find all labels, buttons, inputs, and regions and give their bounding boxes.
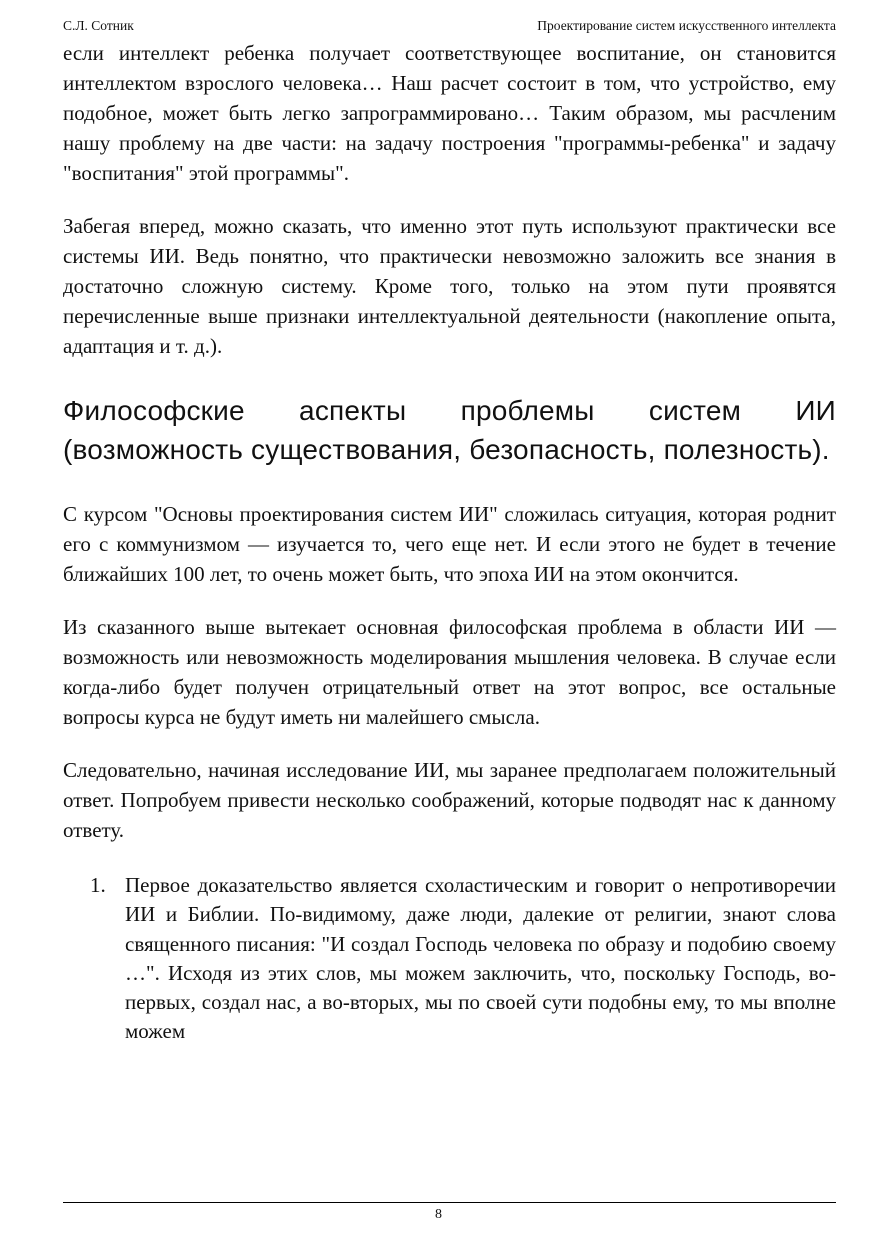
paragraph-course-situation: С курсом "Основы проектирования систем ИИ" сложилась ситуация, которая роднит его с коммунизмом — изучается то, чего еще нет. И если этого не будет в течение ближайших 100 лет, то очень может быть, что эпоха ИИ на этом окончится.	[63, 502, 836, 586]
list-item-number: 1.	[90, 873, 106, 897]
paragraph-ai-systems-path: Забегая вперед, можно сказать, что именно этот путь используют практически все системы ИИ. Ведь понятно, что практически невозможно заложить все знания в достаточно сложную систему. Кроме того, только на этом пути проявятся перечисленные выше признаки интеллектуальной деятельности (накопление опыта, адаптация и т. д.).	[63, 214, 836, 358]
section-heading: Философские аспекты проблемы систем ИИ (возможность существования, безопасность, полезность).	[63, 395, 836, 465]
arguments-list	[63, 871, 836, 1047]
list-item-text: Первое доказательство является схоластическим и говорит о непротиворечии ИИ и Библии. По-видимому, даже люди, далекие от религии, знают слова священного писания: "И создал Господь человека по образу и подобию своему …". Исходя из этих слов, мы можем заключить, что, поскольку Господь, во-первых, создал нас, а во-вторых, мы по своей сути подобны ему, то мы вполне можем	[125, 873, 836, 1044]
page-number: 8	[435, 1207, 442, 1222]
paragraph-philosophical-problem: Из сказанного выше вытекает основная философская проблема в области ИИ — возможность или невозможность моделирования мышления человека. В случае если когда-либо будет получен отрицательный ответ на этот вопрос, все остальные вопросы курса не будут иметь ни малейшего смысла.	[63, 615, 836, 729]
paragraph-positive-answer: Следовательно, начиная исследование ИИ, мы заранее предполагаем положительный ответ. Попробуем привести несколько соображений, которые подводят нас к данному ответу.	[63, 758, 836, 842]
page-body	[63, 38, 836, 1047]
header-title: Проектирование систем искусственного интеллекта	[537, 18, 836, 33]
footer-divider	[63, 1202, 836, 1203]
page-header	[63, 16, 836, 36]
header-author: С.Л. Сотник	[63, 18, 134, 33]
paragraph-child-program: если интеллект ребенка получает соответствующее воспитание, он становится интеллектом взрослого человека… Наш расчет состоит в том, что устройство, ему подобное, может быть легко запрограммировано… Таким образом, мы расчленим нашу проблему на две части: на задачу построения "программы-ребенка" и задачу "воспитания" этой программы".	[63, 41, 836, 185]
list-item	[63, 871, 836, 1047]
